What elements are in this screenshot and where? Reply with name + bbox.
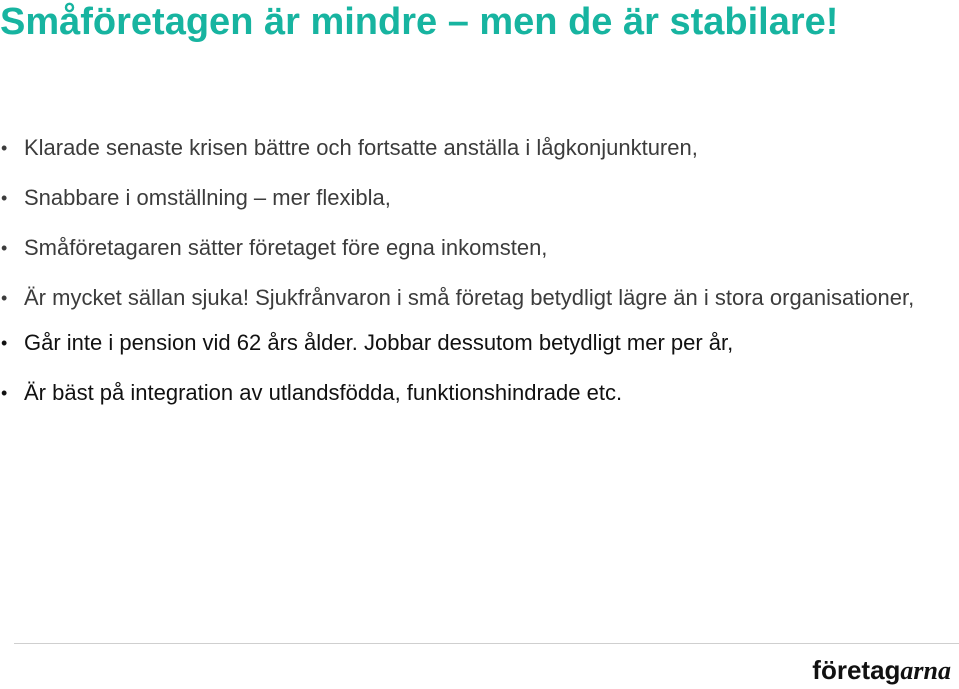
bullet-icon: • [1, 238, 8, 258]
bullet-icon: • [1, 288, 8, 308]
bullet-text: Småföretagaren sätter företaget före egna inkomsten, [24, 235, 548, 260]
brand-logo [812, 655, 951, 686]
bullet-text: Klarade senaste krisen bättre och fortsatte anställa i lågkonjunkturen, [24, 135, 698, 160]
bullet-text: Är bäst på integration av utlandsfödda, funktionshindrade etc. [24, 380, 623, 405]
bullet-item [0, 231, 940, 265]
bullet-text: Snabbare i omställning – mer flexibla, [24, 185, 391, 210]
bullet-icon: • [1, 333, 8, 353]
bullet-icon: • [1, 188, 8, 208]
bullet-list [0, 131, 940, 426]
bullet-item [0, 131, 940, 165]
bullet-item [0, 376, 940, 410]
bullet-icon: • [1, 138, 8, 158]
bullet-icon: • [1, 383, 8, 403]
logo-text-part1: företag [812, 655, 901, 685]
logo-text-part2: arna [900, 656, 951, 685]
bullet-item [0, 326, 940, 360]
bullet-item [0, 281, 940, 315]
footer-divider [14, 643, 959, 644]
bullet-item [0, 181, 940, 215]
bullet-text: Är mycket sällan sjuka! Sjukfrånvaron i små företag betydligt lägre än i stora organisationer, [24, 285, 915, 310]
slide-title: Småföretagen är mindre – men de är stabilare! [0, 1, 839, 43]
bullet-text: Går inte i pension vid 62 års ålder. Jobbar dessutom betydligt mer per år, [24, 330, 734, 355]
